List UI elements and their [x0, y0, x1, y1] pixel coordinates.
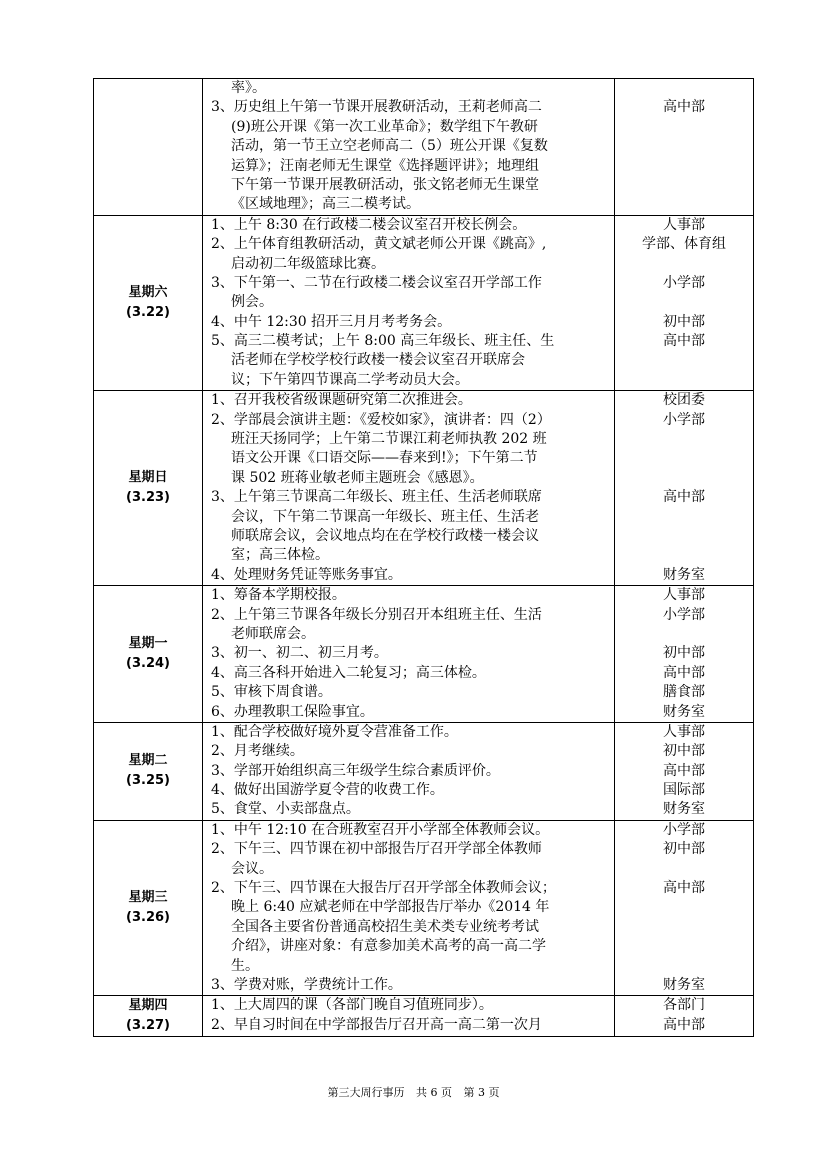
- date-label: (3.23): [126, 490, 170, 506]
- date-label: (3.26): [126, 910, 170, 926]
- item-line: 3、初一、初二、初三月考。: [211, 645, 388, 662]
- department-label: 学部、体育组: [642, 236, 726, 253]
- department-label: 初中部: [663, 841, 705, 858]
- department-label: 财务室: [663, 703, 705, 720]
- department-label: [615, 898, 753, 917]
- department-label: [615, 176, 753, 195]
- department-label: [615, 508, 753, 527]
- items-cell: [203, 79, 615, 216]
- weekday-label: 星期四: [128, 998, 168, 1014]
- item-line: 全国各主要省份普通高校招生美术类专业统考考试: [231, 918, 539, 935]
- department-label: [615, 351, 753, 370]
- date-label: (3.25): [126, 773, 170, 789]
- item-line: 晚上 6:40 应斌老师在中学部报告厅举办《2014 年: [231, 899, 550, 916]
- weekday-label: 星期二: [128, 753, 168, 769]
- department-label: 财务室: [663, 566, 705, 583]
- day-cell: [94, 586, 203, 723]
- item-line: (9)班公开课《第一次工业革命》；数学组下午教研: [231, 118, 538, 135]
- department-label: 小学部: [663, 274, 705, 291]
- item-line: 1、上大周四的课（各部门晚自习值班同步）。: [211, 997, 493, 1014]
- item-line: 班汪天扬同学；上午第二节课江莉老师执教 202 班: [231, 431, 547, 448]
- item-line: 活动，第一节王立空老师高二（5）班公开课《复数: [231, 138, 548, 155]
- department-label: [615, 430, 753, 449]
- department-label: 小学部: [663, 821, 705, 838]
- item-line: 师联席会议，会议地点均在在学校行政楼一楼会议: [231, 527, 539, 544]
- item-line: 3、下午第一、二节在行政楼二楼会议室召开学部工作: [211, 274, 542, 291]
- item-line: 下午第一节课开展教研活动，张文铭老师无生课堂: [231, 176, 539, 193]
- department-label: [615, 195, 753, 214]
- day-cell: [94, 79, 203, 216]
- item-line: 3、上午第三节课高二年级长、班主任、生活老师联席: [211, 489, 542, 506]
- schedule-row: [94, 820, 754, 996]
- department-label: 人事部: [663, 587, 705, 604]
- item-line: 启动初二年级篮球比赛。: [231, 255, 385, 272]
- department-label: 高中部: [663, 762, 705, 779]
- items-cell: [203, 586, 615, 723]
- schedule-row: [94, 722, 754, 820]
- item-line: 5、审核下周食谱。: [211, 684, 332, 701]
- items-cell: [203, 996, 615, 1037]
- department-cell: [615, 391, 754, 586]
- department-label: [615, 860, 753, 879]
- department-cell: [615, 586, 754, 723]
- department-label: 人事部: [663, 723, 705, 740]
- schedule-row: [94, 391, 754, 586]
- department-label: 高中部: [663, 664, 705, 681]
- department-label: [615, 371, 753, 390]
- weekday-label: 星期一: [128, 636, 168, 652]
- item-line: 1、中午 12:10 在合班教室召开小学部全体教师会议。: [211, 821, 550, 838]
- department-label: 初中部: [663, 645, 705, 662]
- item-line: 3、历史组上午第一节课开展教研活动，王莉老师高二: [211, 99, 542, 116]
- item-line: 4、处理财务凭证等账务事宜。: [211, 566, 402, 583]
- item-line: 生。: [231, 957, 259, 974]
- department-label: 小学部: [663, 411, 705, 428]
- department-label: 国际部: [663, 782, 705, 799]
- department-label: 财务室: [663, 976, 705, 993]
- item-line: 6、办理教职工保险事宜。: [211, 703, 374, 720]
- item-line: 2、下午三、四节课在大报告厅召开学部全体教师会议；: [211, 880, 556, 897]
- item-line: 5、食堂、小卖部盘点。: [211, 801, 360, 818]
- item-line: 5、高三二模考试；上午 8:00 高三年级长、班主任、生: [211, 333, 555, 350]
- schedule-row: [94, 586, 754, 723]
- department-label: [615, 79, 753, 98]
- item-line: 课 502 班蒋业敏老师主题班会《感恩》。: [231, 469, 484, 486]
- department-cell: [615, 215, 754, 391]
- day-cell: [94, 215, 203, 391]
- footer-title: 第三大周行事历: [327, 1086, 405, 1099]
- department-label: [615, 625, 753, 644]
- department-label: [615, 957, 753, 976]
- weekday-label: 星期六: [128, 284, 168, 300]
- item-line: 活老师在学校学校行政楼一楼会议室召开联席会: [231, 352, 525, 369]
- day-cell: [94, 820, 203, 996]
- schedule-row: [94, 996, 754, 1037]
- department-label: 初中部: [663, 743, 705, 760]
- item-line: 例会。: [231, 294, 273, 311]
- day-cell: [94, 391, 203, 586]
- department-label: 膳食部: [663, 684, 705, 701]
- item-line: 1、筹备本学期校报。: [211, 587, 346, 604]
- department-label: [615, 137, 753, 156]
- item-line: 率》。: [231, 80, 266, 96]
- department-cell: [615, 820, 754, 996]
- item-line: 介绍》，讲座对象：有意参加美术高考的高一高二学: [231, 938, 546, 955]
- weekday-label: 星期三: [128, 890, 168, 906]
- department-label: [615, 469, 753, 488]
- items-cell: [203, 820, 615, 996]
- weekday-label: 星期日: [128, 470, 168, 486]
- day-cell: [94, 722, 203, 820]
- department-label: [615, 449, 753, 468]
- department-label: [615, 157, 753, 176]
- date-label: (3.27): [126, 1018, 170, 1034]
- schedule-row: [94, 79, 754, 216]
- item-line: 2、上午体育组教研活动，黄文斌老师公开课《跳高》,: [211, 236, 547, 253]
- department-label: [615, 293, 753, 312]
- item-line: 会议，下午第二节课高一年级长、班主任、生活老: [231, 508, 539, 525]
- item-line: 1、上午 8:30 在行政楼二楼会议室召开校长例会。: [211, 216, 527, 233]
- department-label: 高中部: [663, 1016, 705, 1033]
- item-line: 运算》；汪南老师无生课堂《选择题评讲》；地理组: [231, 157, 539, 174]
- department-label: 初中部: [663, 313, 705, 330]
- item-line: 4、高三各科开始进入二轮复习；高三体检。: [211, 664, 486, 681]
- item-line: 《区域地理》；高三二模考试。: [231, 196, 420, 213]
- department-label: 各部门: [663, 997, 705, 1014]
- schedule-table: [93, 78, 754, 1037]
- item-line: 2、学部晨会演讲主题：《爱校如家》，演讲者：四（2）: [211, 411, 551, 428]
- department-label: [615, 118, 753, 137]
- department-label: [615, 937, 753, 956]
- date-label: (3.22): [126, 304, 170, 320]
- department-label: 高中部: [663, 333, 705, 350]
- department-label: 财务室: [663, 801, 705, 818]
- department-label: 小学部: [663, 606, 705, 623]
- item-line: 会议。: [231, 860, 273, 877]
- item-line: 2、下午三、四节课在初中部报告厅召开学部全体教师: [211, 841, 542, 858]
- department-label: 高中部: [663, 489, 705, 506]
- department-label: [615, 918, 753, 937]
- item-line: 2、早自习时间在中学部报告厅召开高一高二第一次月: [211, 1016, 542, 1033]
- schedule-row: [94, 215, 754, 391]
- department-label: 校团委: [663, 392, 705, 409]
- department-label: 高中部: [663, 880, 705, 897]
- department-cell: [615, 79, 754, 216]
- department-label: [615, 527, 753, 546]
- item-line: 老师联席会。: [231, 625, 315, 642]
- item-line: 4、中午 12:30 招开三月月考考务会。: [211, 313, 452, 330]
- items-cell: [203, 391, 615, 586]
- items-cell: [203, 215, 615, 391]
- footer-total: 共 6 页: [416, 1086, 452, 1099]
- items-cell: [203, 722, 615, 820]
- item-line: 室；高三体检。: [231, 547, 329, 564]
- footer-page: 第 3 页: [463, 1086, 500, 1099]
- department-label: [615, 546, 753, 565]
- department-cell: [615, 722, 754, 820]
- item-line: 议；下午第四节课高二学考动员大会。: [231, 371, 469, 388]
- day-cell: [94, 996, 203, 1037]
- item-line: 1、召开我校省级课题研究第二次推进会。: [211, 392, 472, 409]
- page-footer: [0, 1084, 827, 1100]
- item-line: 4、做好出国游学夏令营的收费工作。: [211, 782, 444, 799]
- item-line: 3、学部开始组织高三年级学生综合素质评价。: [211, 762, 500, 779]
- department-label: [615, 255, 753, 274]
- department-label: 人事部: [663, 216, 705, 233]
- date-label: (3.24): [126, 656, 170, 672]
- department-cell: [615, 996, 754, 1037]
- department-label: 高中部: [663, 99, 705, 116]
- item-line: 语文公开课《口语交际——春来到!》；下午第二节: [231, 450, 538, 467]
- item-line: 2、上午第三节课各年级长分别召开本组班主任、生活: [211, 606, 542, 623]
- item-line: 3、学费对账，学费统计工作。: [211, 976, 402, 993]
- item-line: 2、月考继续。: [211, 743, 304, 760]
- item-line: 1、配合学校做好境外夏令营准备工作。: [211, 723, 458, 740]
